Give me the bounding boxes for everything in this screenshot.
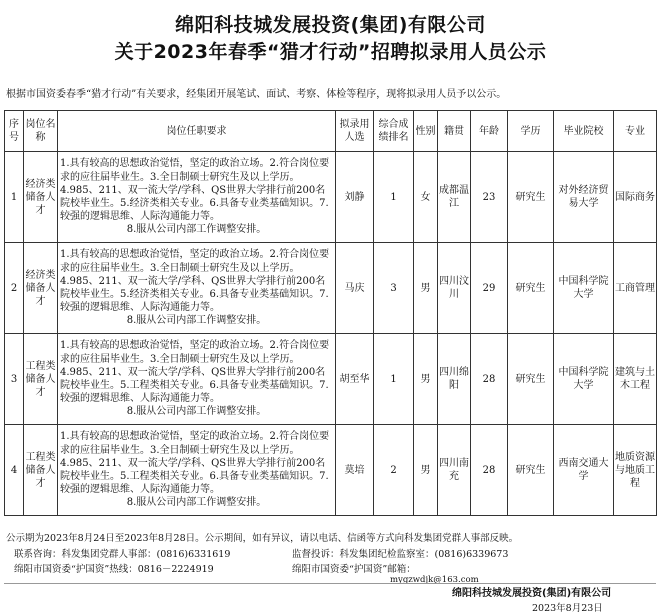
header-position: 岗位名称 — [24, 111, 58, 152]
cell-education: 研究生 — [508, 334, 554, 425]
header-origin: 籍贯 — [438, 111, 471, 152]
cell-origin: 成都温江 — [438, 152, 471, 243]
table-row — [5, 152, 657, 243]
cell-requirements — [58, 425, 336, 516]
requirements-last-item: 8.服从公司内部工作调整安排。 — [126, 497, 267, 509]
cell-seq: 3 — [5, 334, 24, 425]
requirements-last-item: 8.服从公司内部工作调整安排。 — [126, 406, 267, 418]
header-seq: 序号 — [5, 111, 24, 152]
cell-age: 28 — [471, 334, 508, 425]
cell-candidate: 马庆 — [336, 243, 374, 334]
header-age: 年龄 — [471, 111, 508, 152]
cell-rank: 1 — [374, 334, 414, 425]
cell-requirements — [58, 243, 336, 334]
table-header-row — [5, 111, 657, 152]
supervision-info: 监督投诉：科发集团纪检监察室：(0816)6339673 — [292, 549, 509, 560]
cell-education: 研究生 — [508, 243, 554, 334]
header-candidate: 拟录用人选 — [336, 111, 374, 152]
requirements-text: 1.具有较高的思想政治觉悟，坚定的政治立场。2.符合岗位要求的应往届毕业生。3.全日制硕士研究生及以上学历。4.985、211、双一流大学/学科、QS世界大学排行前200名院校毕业生。5.经济类相关专业。6.具备专业类基础知识。7.较强的逻辑思维、人际沟通能力等。 — [60, 249, 330, 314]
cell-position: 工程类储备人才 — [24, 334, 58, 425]
issuing-company: 绵阳科技城发展投资(集团)有限公司 — [452, 588, 612, 599]
cell-age: 29 — [471, 243, 508, 334]
cell-gender: 男 — [414, 334, 438, 425]
hotline-info: 绵阳市国资委“护国资”热线：0816－2224919 — [14, 564, 214, 575]
requirements-text: 1.具有较高的思想政治觉悟，坚定的政治立场。2.符合岗位要求的应往届毕业生。3.全日制硕士研究生及以上学历。4.985、211、双一流大学/学科、QS世界大学排行前200名院校毕业生。5.工程类相关专业。6.具备专业类基础知识。7.较强的逻辑思维、人际沟通能力等。 — [60, 340, 330, 405]
title-line-2: 关于2023年春季“猎才行动”招聘拟录用人员公示 — [114, 41, 547, 63]
cell-school: 中国科学院大学 — [554, 334, 614, 425]
cell-age: 23 — [471, 152, 508, 243]
cell-major: 建筑与土木工程 — [614, 334, 657, 425]
publicity-period: 公示期为2023年8月24日至2023年8月28日。公示期间，如有异议，请以电话、信函等方式向科发集团党群人事部反映。 — [6, 533, 519, 544]
cell-origin: 四川南充 — [438, 425, 471, 516]
cell-school: 西南交通大学 — [554, 425, 614, 516]
table-row — [5, 425, 657, 516]
title-line-1: 绵阳科技城发展投资(集团)有限公司 — [175, 14, 486, 36]
cell-requirements — [58, 152, 336, 243]
table-row — [5, 243, 657, 334]
cell-position: 经济类储备人才 — [24, 152, 58, 243]
cell-age: 28 — [471, 425, 508, 516]
cell-gender: 女 — [414, 152, 438, 243]
requirements-last-item: 8.服从公司内部工作调整安排。 — [126, 224, 267, 236]
cell-origin: 四川汶川 — [438, 243, 471, 334]
cell-education: 研究生 — [508, 425, 554, 516]
cell-seq: 2 — [5, 243, 24, 334]
cell-school: 中国科学院大学 — [554, 243, 614, 334]
header-requirements: 岗位任职要求 — [58, 111, 336, 152]
cell-rank: 2 — [374, 425, 414, 516]
header-major: 专业 — [614, 111, 657, 152]
cell-major: 地质资源与地质工程 — [614, 425, 657, 516]
cell-gender: 男 — [414, 425, 438, 516]
header-school: 毕业院校 — [554, 111, 614, 152]
mailbox-address: mygzwdjk@163.com — [390, 575, 479, 585]
cell-major: 工商管理 — [614, 243, 657, 334]
cell-rank: 3 — [374, 243, 414, 334]
cell-candidate: 胡至华 — [336, 334, 374, 425]
cell-seq: 1 — [5, 152, 24, 243]
issue-date: 2023年8月23日 — [532, 603, 603, 614]
intro-paragraph: 根据市国资委春季“猎才行动”有关要求，经集团开展笔试、面试、考察、体检等程序，现将拟录用人员予以公示。 — [6, 89, 507, 100]
header-rank: 综合成绩排名 — [374, 111, 414, 152]
cell-candidate: 刘静 — [336, 152, 374, 243]
cell-major: 国际商务 — [614, 152, 657, 243]
cell-position: 经济类储备人才 — [24, 243, 58, 334]
cell-requirements — [58, 334, 336, 425]
cell-position: 工程类储备人才 — [24, 425, 58, 516]
table-row — [5, 334, 657, 425]
requirements-last-item: 8.服从公司内部工作调整安排。 — [126, 315, 267, 327]
cell-school: 对外经济贸易大学 — [554, 152, 614, 243]
cell-rank: 1 — [374, 152, 414, 243]
header-education: 学历 — [508, 111, 554, 152]
cell-origin: 四川绵阳 — [438, 334, 471, 425]
header-gender: 性别 — [414, 111, 438, 152]
requirements-text: 1.具有较高的思想政治觉悟，坚定的政治立场。2.符合岗位要求的应往届毕业生。3.全日制硕士研究生及以上学历。4.985、211、双一流大学/学科、QS世界大学排行前200名院校毕业生。5.工程类相关专业。6.具备专业类基础知识。7.较强的逻辑思维、人际沟通能力等。 — [60, 431, 330, 496]
requirements-text: 1.具有较高的思想政治觉悟，坚定的政治立场。2.符合岗位要求的应往届毕业生。3.全日制硕士研究生及以上学历。4.985、211、双一流大学/学科、QS世界大学排行前200名院校毕业生。5.经济类相关专业。6.具备专业类基础知识。7.较强的逻辑思维、人际沟通能力等。 — [60, 158, 330, 223]
contact-info: 联系咨询：科发集团党群人事部：(0816)6331619 — [14, 549, 231, 560]
candidates-table — [4, 110, 657, 516]
mailbox-label: 绵阳市国资委“护国资”邮箱： — [292, 564, 416, 575]
cell-gender: 男 — [414, 243, 438, 334]
cell-candidate: 莫培 — [336, 425, 374, 516]
cell-seq: 4 — [5, 425, 24, 516]
cell-education: 研究生 — [508, 152, 554, 243]
